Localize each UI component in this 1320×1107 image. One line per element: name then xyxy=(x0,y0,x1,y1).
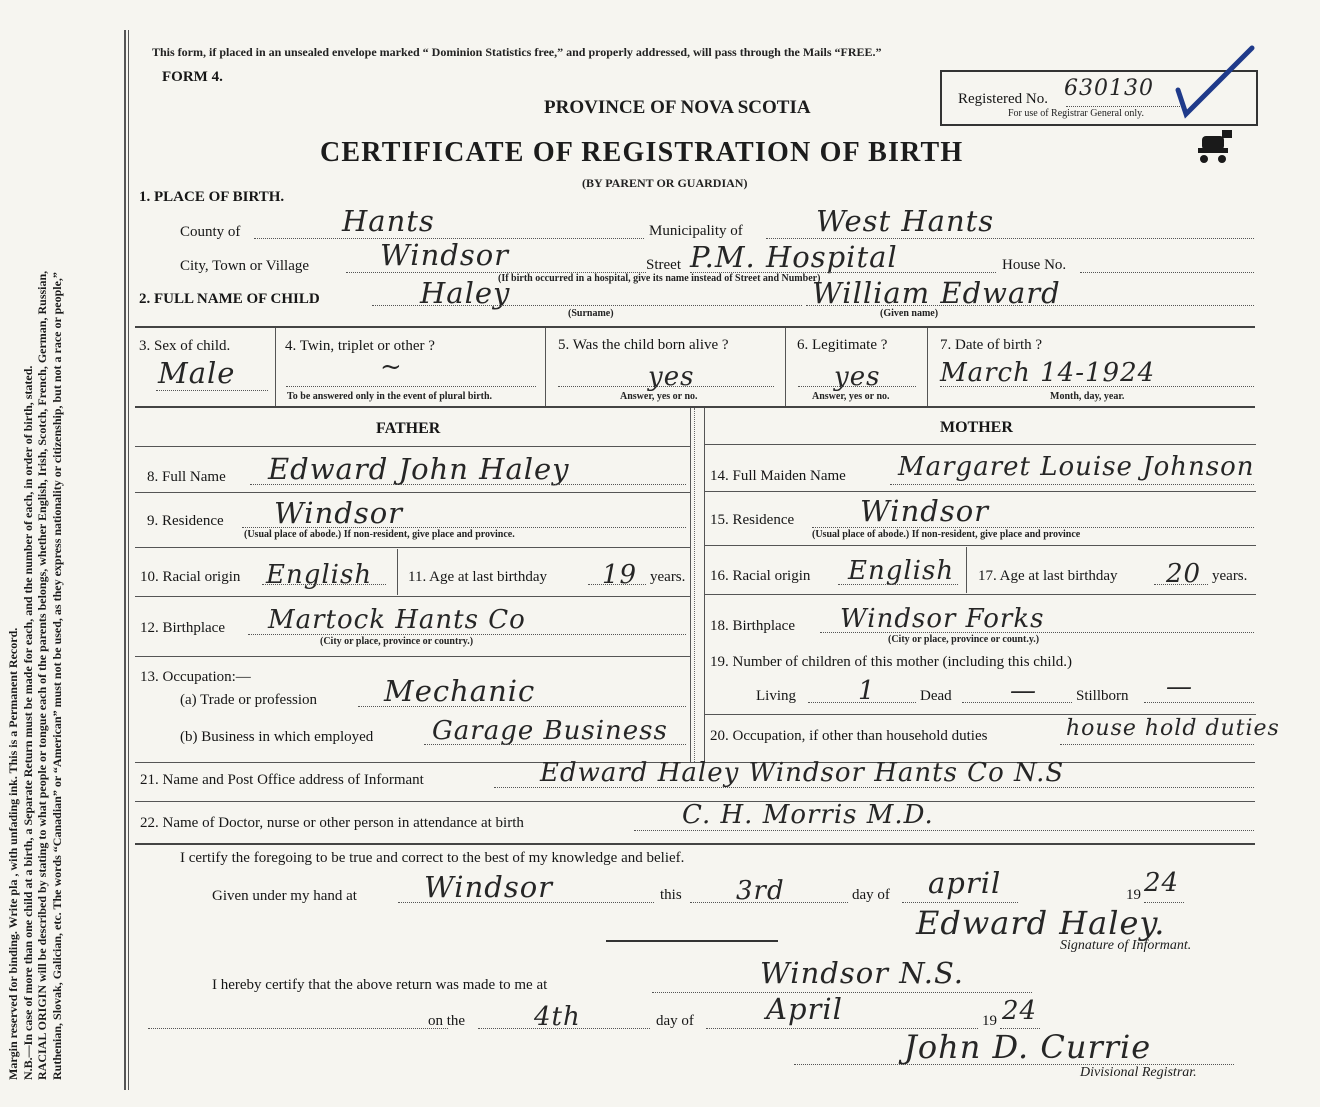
dob-label: 7. Date of birth ? xyxy=(940,337,1043,353)
place-of-birth-label: 1. PLACE OF BIRTH. xyxy=(139,189,285,205)
given-day: 3rd xyxy=(736,876,785,906)
legitimate-value: yes xyxy=(834,362,881,392)
father-residence-caption: (Usual place of abode.) If non-resident, give place and province. xyxy=(244,529,515,540)
given-day-of-label: day of xyxy=(852,887,890,903)
mother-name: Margaret Louise Johnson xyxy=(898,452,1255,482)
father-birthplace: Martock Hants Co xyxy=(268,605,526,635)
given-name-caption: (Given name) xyxy=(880,308,939,319)
registration-number: 630130 xyxy=(1064,76,1154,101)
registrar-statement: I hereby certify that the above return was made to me at xyxy=(212,977,548,993)
municipality-value: West Hants xyxy=(816,204,995,238)
street-label: Street xyxy=(646,257,681,273)
registrar-year-prefix: 19 xyxy=(982,1013,997,1029)
informant-value: Edward Haley Windsor Hants Co N.S xyxy=(540,758,1065,788)
margin-note-4: Ruthenian, Slovak, Galician, etc. The words “Canadian” or “American” must not be used, as they express nationality or citizenship, but not a race or people,” xyxy=(49,272,64,1080)
given-month: april xyxy=(928,866,1002,900)
mother-residence: Windsor xyxy=(860,494,990,528)
children-count-label: 19. Number of children of this mother (including this child.) xyxy=(710,654,1073,670)
margin-note-1: Margin reserved for binding. Write pla , with unfading ink. This is a Permanent Record. xyxy=(6,627,20,1080)
page-subtitle: (BY PARENT OR GUARDIAN) xyxy=(582,176,748,190)
mother-age-years: years. xyxy=(1212,568,1248,584)
registrar-signature: John D. Currie xyxy=(904,1028,1152,1066)
province-heading: PROVINCE OF NOVA SCOTIA xyxy=(544,97,811,118)
mother-heading: MOTHER xyxy=(940,419,1013,436)
parents-divider xyxy=(694,408,695,762)
dob-value: March 14-1924 xyxy=(940,358,1156,388)
page-title: CERTIFICATE OF REGISTRATION OF BIRTH xyxy=(320,137,964,168)
twin-caption: To be answered only in the event of plural birth. xyxy=(287,391,493,402)
dead-label: Dead xyxy=(920,688,952,704)
child-given-name: William Edward xyxy=(812,276,1061,310)
certification-statement: I certify the foregoing to be true and correct to the best of my knowledge and belief. xyxy=(180,850,685,866)
doctor-bottom-rule xyxy=(135,843,1255,845)
county-value: Hants xyxy=(342,204,435,238)
father-racial-label: 10. Racial origin xyxy=(140,569,241,585)
father-business-label: (b) Business in which employed xyxy=(180,729,374,745)
mother-birthplace-caption: (City or place, province or count.y.) xyxy=(888,634,1040,645)
registration-label: Registered No. xyxy=(958,91,1048,107)
father-residence: Windsor xyxy=(274,496,404,530)
county-label: County of xyxy=(180,224,241,240)
born-alive-value: yes xyxy=(648,362,695,392)
stillborn-label: Stillborn xyxy=(1076,688,1129,704)
born-alive-label: 5. Was the child born alive ? xyxy=(558,337,729,353)
father-birthplace-label: 12. Birthplace xyxy=(140,620,225,636)
informant-label: 21. Name and Post Office address of Informant xyxy=(140,772,424,788)
sex-value: Male xyxy=(158,356,236,390)
living-value: 1 xyxy=(858,676,876,706)
doctor-label: 22. Name of Doctor, nurse or other person in attendance at birth xyxy=(140,815,524,831)
given-under-hand-label: Given under my hand at xyxy=(212,888,357,904)
informant-signature: Edward Haley. xyxy=(916,904,1166,942)
municipality-label: Municipality of xyxy=(649,223,743,239)
mother-occupation: house hold duties xyxy=(1066,716,1280,741)
registrar-day-of-label: day of xyxy=(656,1013,694,1029)
registrar-year-suffix: 24 xyxy=(1002,996,1038,1026)
father-heading: FATHER xyxy=(376,420,441,437)
house-number-label: House No. xyxy=(1002,257,1067,273)
legitimate-caption: Answer, yes or no. xyxy=(812,391,890,402)
mother-age: 20 xyxy=(1166,559,1202,589)
details-top-rule xyxy=(135,326,1255,328)
mother-occupation-label: 20. Occupation, if other than household duties xyxy=(710,728,988,744)
mother-racial-label: 16. Racial origin xyxy=(710,568,811,584)
mother-residence-label: 15. Residence xyxy=(710,512,795,528)
doctor-value: C. H. Morris M.D. xyxy=(682,800,934,830)
registrar-on-label: on the xyxy=(428,1013,466,1029)
registrar-place: Windsor N.S. xyxy=(760,956,965,990)
legitimate-label: 6. Legitimate ? xyxy=(797,337,888,353)
city-label: City, Town or Village xyxy=(180,258,310,274)
stillborn-value: — xyxy=(1166,672,1193,702)
living-label: Living xyxy=(756,688,796,704)
margin-note-3: RACIAL ORIGIN will be described by stating to what people or tongue each of the parents belongs, whether English, Irish, Scotch, French, German, Russian, xyxy=(35,270,49,1080)
given-year-suffix: 24 xyxy=(1144,868,1180,898)
binding-margin-line-inner xyxy=(128,30,129,1090)
details-bottom-rule xyxy=(135,406,1255,408)
given-place: Windsor xyxy=(424,870,554,904)
registrar-month: April xyxy=(766,992,843,1026)
twin-value: ~ xyxy=(380,352,403,382)
child-name-label: 2. FULL NAME OF CHILD xyxy=(139,291,320,307)
mailing-note: This form, if placed in an unsealed envelope marked “ Dominion Statistics free,” and properly addressed, will pass through the Mails “FREE.” xyxy=(152,45,882,59)
city-value: Windsor xyxy=(380,238,510,272)
father-trade: Mechanic xyxy=(384,674,536,708)
mother-age-label: 17. Age at last birthday xyxy=(978,568,1118,584)
father-age-label: 11. Age at last birthday xyxy=(408,569,547,585)
mother-birthplace: Windsor Forks xyxy=(840,604,1045,634)
margin-notes xyxy=(6,20,64,1080)
dob-caption: Month, day, year. xyxy=(1050,391,1125,402)
surname-caption: (Surname) xyxy=(568,308,614,319)
father-birthplace-caption: (City or place, province or country.) xyxy=(320,636,474,647)
street-value: P.M. Hospital xyxy=(690,240,898,274)
registrar-signature-caption: Divisional Registrar. xyxy=(1080,1065,1197,1080)
binding-margin-line xyxy=(124,30,126,1090)
given-year-prefix: 19 xyxy=(1126,887,1141,903)
stamp-icon xyxy=(1192,126,1240,170)
father-occupation-label: 13. Occupation:— xyxy=(140,669,251,685)
form-number: FORM 4. xyxy=(162,69,223,85)
this-label: this xyxy=(660,887,682,903)
father-name: Edward John Haley xyxy=(268,452,570,486)
mother-name-label: 14. Full Maiden Name xyxy=(710,468,846,484)
father-name-label: 8. Full Name xyxy=(147,469,226,485)
father-racial: English xyxy=(266,560,373,590)
born-alive-caption: Answer, yes or no. xyxy=(620,391,698,402)
father-residence-label: 9. Residence xyxy=(147,513,224,529)
check-mark-icon xyxy=(1170,42,1260,122)
child-surname: Haley xyxy=(420,276,511,310)
hospital-note: (If birth occurred in a hospital, give its name instead of Street and Number) xyxy=(498,273,821,284)
margin-note-2: N.B.—In case of more than one child at a birth, a Separate Return must be made for each, and the number of each, in order of birth, stated. xyxy=(20,365,35,1080)
unused-signature-line xyxy=(606,940,778,942)
registrar-day: 4th xyxy=(534,1002,581,1032)
mother-racial: English xyxy=(848,556,955,586)
twin-label: 4. Twin, triplet or other ? xyxy=(285,338,435,354)
father-trade-label: (a) Trade or profession xyxy=(180,692,318,708)
mother-residence-caption: (Usual place of abode.) If non-resident, give place and province xyxy=(812,529,1081,540)
informant-signature-caption: Signature of Informant. xyxy=(1060,938,1192,953)
dead-value: — xyxy=(1010,676,1037,706)
registration-note: For use of Registrar General only. xyxy=(1008,108,1144,119)
father-business: Garage Business xyxy=(432,716,668,746)
father-age-years: years. xyxy=(650,569,686,585)
father-age: 19 xyxy=(602,560,638,590)
sex-label: 3. Sex of child. xyxy=(139,338,231,354)
mother-birthplace-label: 18. Birthplace xyxy=(710,618,795,634)
